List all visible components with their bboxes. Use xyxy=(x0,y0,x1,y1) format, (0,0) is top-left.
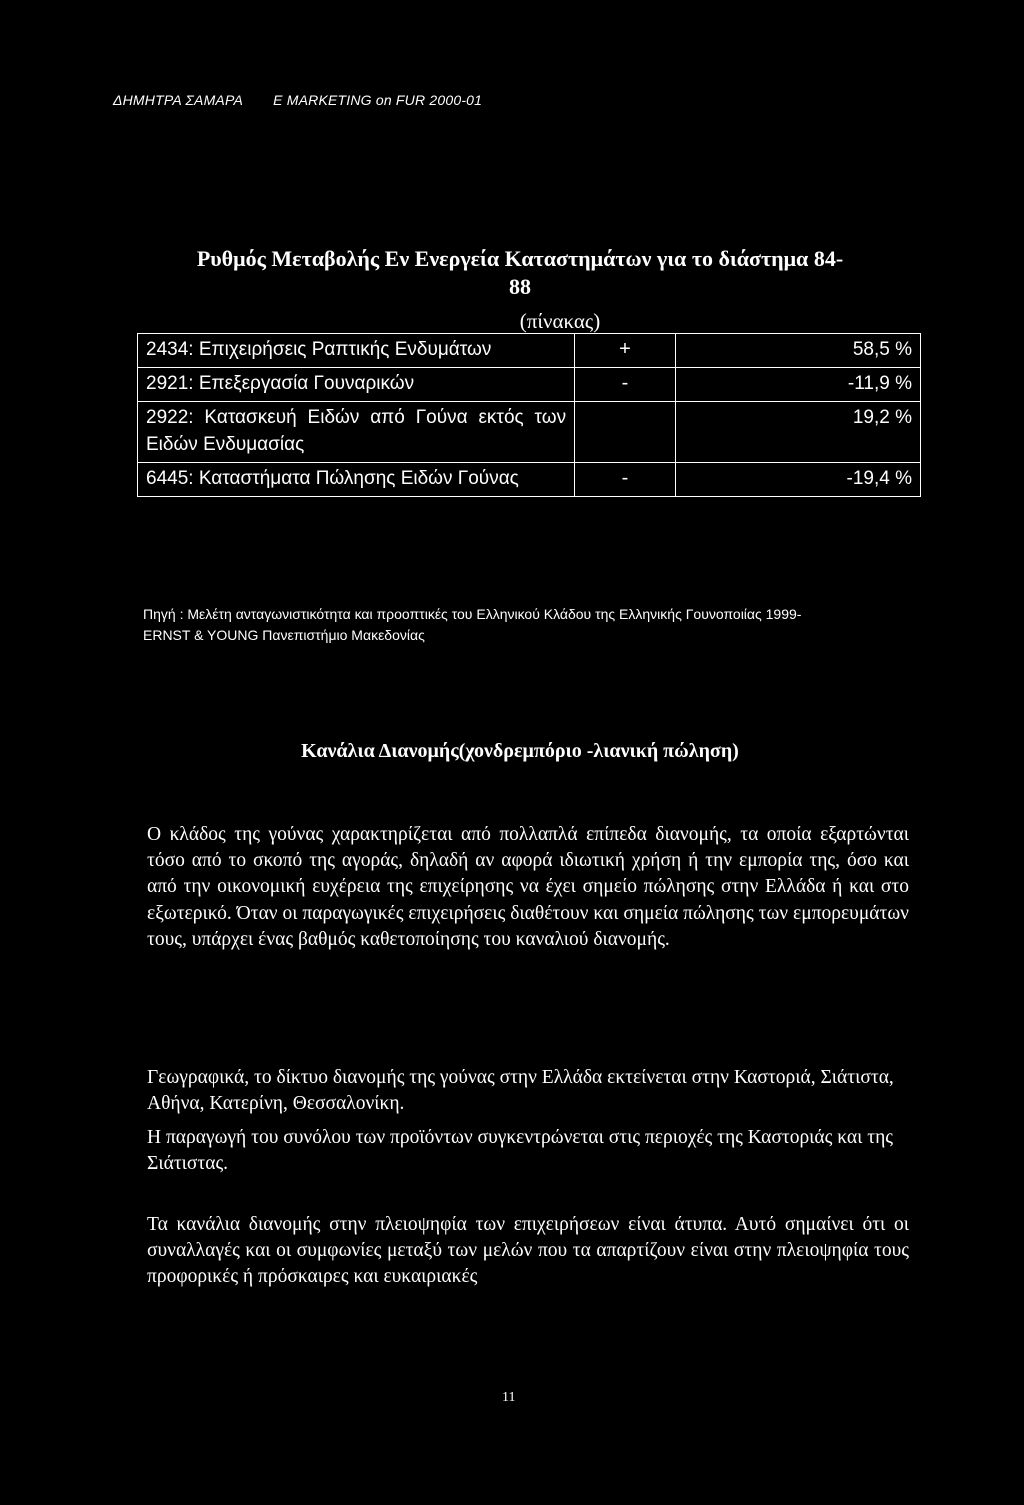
row-description: 6445: Καταστήματα Πώλησης Ειδών Γούνας xyxy=(138,463,575,497)
paragraph-geography: Γεωγραφικά, το δίκτυο διανομής της γούνας στην Ελλάδα εκτείνεται στην Καστοριά, Σιάτιστα, Αθήνα, Κατερίνη, Θεσσαλονίκη. xyxy=(147,1067,894,1115)
table-row xyxy=(138,368,921,402)
row-value: -11,9 % xyxy=(675,368,920,402)
paragraph-production: Η παραγωγή του συνόλου των προϊόντων συγκεντρώνεται στις περιοχές της Καστοριάς και της Σιάτιστας. xyxy=(147,1127,893,1175)
row-sign: - xyxy=(575,368,676,402)
source-note: Πηγή : Μελέτη ανταγωνιστικότητα και προοπτικές του Ελληνικού Κλάδου της Ελληνικής Γουνοποιίας 1999-ERNST & YOUNG Πανεπιστήμιο Μακεδονίας xyxy=(143,606,802,643)
table-title-line1: Ρυθμός Μεταβολής Εν Ενεργεία Καταστημάτων για το διάστημα 84- xyxy=(196,246,844,271)
page-header xyxy=(113,92,508,108)
store-change-table xyxy=(137,333,921,497)
row-value: 58,5 % xyxy=(675,334,920,368)
row-sign xyxy=(575,402,676,463)
table-row xyxy=(138,334,921,368)
row-description: 2921: Επεξεργασία Γουναρικών xyxy=(138,368,575,402)
paragraph-informal-channels: Τα κανάλια διανομής στην πλειοψηφία των επιχειρήσεων είναι άτυπα. Αυτό σημαίνει ότι οι συναλλαγές και οι συμφωνίες μεταξύ των μελών που τα απαρτίζουν είναι στην πλειοψηφία τους προφορικές ή πρόσκαιρες και ευκαιριακές xyxy=(147,1214,909,1288)
table-row xyxy=(138,463,921,497)
table-caption: (πίνακας) xyxy=(519,309,601,333)
row-value: 19,2 % xyxy=(675,402,920,463)
header-course: E MARKETING on FUR 2000-01 xyxy=(273,92,483,108)
table-title-line2: 88 xyxy=(509,274,531,299)
table-title xyxy=(120,245,920,301)
row-sign: - xyxy=(575,463,676,497)
header-author: ΔΗΜΗΤΡΑ ΣΑΜΑΡΑ xyxy=(113,92,244,108)
row-description: 2434: Επιχειρήσεις Ραπτικής Ενδυμάτων xyxy=(138,334,575,368)
page-number: 11 xyxy=(502,1390,516,1405)
table-row xyxy=(138,402,921,463)
section-heading: Κανάλια Διανομής(χονδρεμπόριο -λιανική πώληση) xyxy=(301,740,739,762)
row-value: -19,4 % xyxy=(675,463,920,497)
paragraph-distribution-levels: Ο κλάδος της γούνας χαρακτηρίζεται από πολλαπλά επίπεδα διανομής, τα οποία εξαρτώνται τόσο από το σκοπό της αγοράς, δηλαδή αν αφορά ιδιωτική χρήση ή την εμπορία της, όσο και από την οικονομική ευχέρεια της επιχείρησης να έχει σημείο πώλησης στην Ελλάδα ή και στο εξωτερικό. Όταν οι παραγωγικές επιχειρήσεις διαθέτουν και σημεία πώλησης των εμπορευμάτων τους, υπάρχει ένας βαθμός καθετοποίησης του καναλιού διανομής. xyxy=(147,824,909,950)
row-sign: + xyxy=(575,334,676,368)
row-description: 2922: Κατασκευή Ειδών από Γούνα εκτός των Ειδών Ενδυμασίας xyxy=(138,402,575,463)
